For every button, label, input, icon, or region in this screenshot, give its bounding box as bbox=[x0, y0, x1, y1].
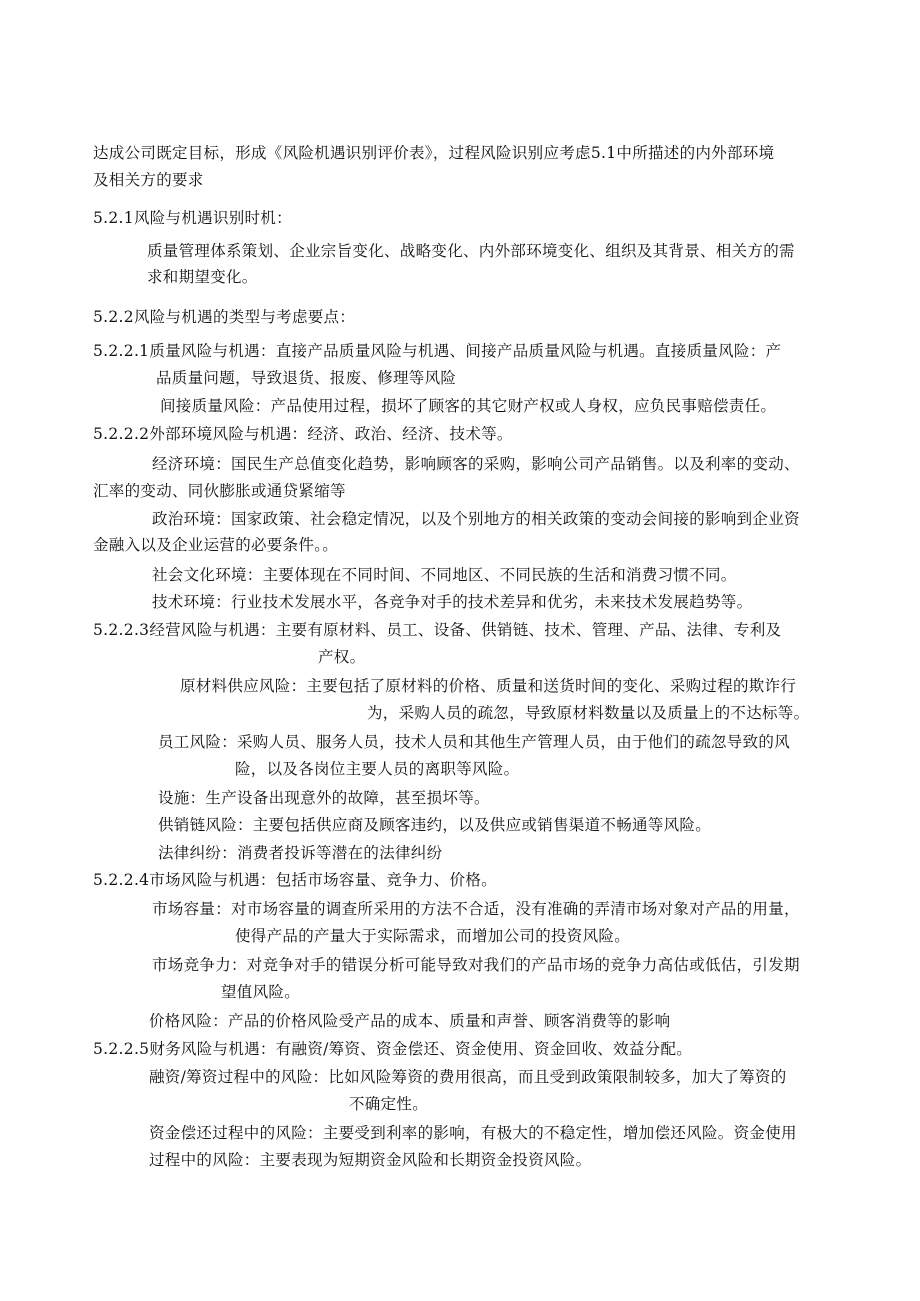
text-line: 法律纠纷：消费者投诉等潜在的法律纠纷 bbox=[158, 844, 443, 862]
text-line: 产权。 bbox=[318, 648, 366, 666]
subsection-heading: 5.2.2.2外部环境风险与机遇：经济、政治、经济、技术等。 bbox=[93, 425, 513, 443]
section-heading: 5.2.2风险与机遇的类型与考虑要点： bbox=[93, 308, 356, 326]
text-line: 政治环境：国家政策、社会稳定情况，以及个别地方的相关政策的变动会间接的影响到企业资 bbox=[152, 510, 800, 528]
text-line: 技术环境：行业技术发展水平，各竞争对手的技术差异和优劣，未来技术发展趋势等。 bbox=[152, 593, 753, 611]
text-line: 融资/筹资过程中的风险：比如风险筹资的费用很高，而且受到政策限制较多，加大了筹资的 bbox=[149, 1068, 787, 1086]
text-line: 过程中的风险：主要表现为短期资金风险和长期资金投资风险。 bbox=[149, 1151, 592, 1169]
text-line: 资金偿还过程中的风险：主要受到利率的影响，有极大的不稳定性，增加偿还风险。资金使用 bbox=[149, 1124, 797, 1142]
text-line: 经济环境：国民生产总值变化趋势，影响顾客的采购，影响公司产品销售。以及利率的变动、 bbox=[152, 455, 800, 473]
section-heading: 5.2.1风险与机遇识别时机： bbox=[93, 209, 292, 227]
text-line: 供销链风险：主要包括供应商及顾客违约，以及供应或销售渠道不畅通等风险。 bbox=[158, 816, 712, 834]
text-line: 员工风险：采购人员、服务人员，技术人员和其他生产管理人员，由于他们的疏忽导致的风 bbox=[158, 733, 791, 751]
text-line: 间接质量风险：产品使用过程，损坏了顾客的其它财产权或人身权，应负民事赔偿责任。 bbox=[160, 397, 777, 415]
text-line: 为，采购人员的疏忽，导致原材料数量以及质量上的不达标等。 bbox=[367, 704, 810, 722]
text-line: 质量管理体系策划、企业宗旨变化、战略变化、内外部环境变化、组织及其背景、相关方的需 bbox=[147, 242, 795, 260]
text-line: 求和期望变化。 bbox=[147, 268, 258, 286]
subsection-heading: 5.2.2.5财务风险与机遇：有融资/筹资、资金偿还、资金使用、资金回收、效益分配。 bbox=[93, 1040, 693, 1058]
text-line: 及相关方的要求 bbox=[93, 171, 204, 189]
text-line: 金融入以及企业运营的必要条件。。 bbox=[93, 536, 339, 554]
text-line: 望值风险。 bbox=[221, 983, 301, 1001]
subsection-heading: 5.2.2.1质量风险与机遇：直接产品质量风险与机遇、间接产品质量风险与机遇。直接质量风险：产 bbox=[93, 342, 782, 360]
text-line: 品质量问题，导致退货、报废、修理等风险 bbox=[156, 369, 457, 387]
text-line: 社会文化环境：主要体现在不同时间、不同地区、不同民族的生活和消费习惯不同。 bbox=[152, 566, 737, 584]
text-line: 价格风险：产品的价格风险受产品的成本、质量和声誉、顾客消费等的影响 bbox=[149, 1012, 671, 1030]
text-line: 使得产品的产量大于实际需求，而增加公司的投资风险。 bbox=[235, 927, 631, 945]
subsection-heading: 5.2.2.3经营风险与机遇：主要有原材料、员工、设备、供销链、技术、管理、产品、法律、专利及 bbox=[93, 621, 782, 639]
subsection-heading: 5.2.2.4市场风险与机遇：包括市场容量、竞争力、价格。 bbox=[93, 871, 497, 889]
text-line: 设施：生产设备出现意外的故障，甚至损坏等。 bbox=[158, 789, 490, 807]
text-line: 不确定性。 bbox=[349, 1095, 429, 1113]
text-line: 汇率的变动、同伙膨胀或通贷紧缩等 bbox=[93, 482, 346, 500]
text-line: 达成公司既定目标，形成《风险机遇识别评价表》，过程风险识别应考虑5.1中所描述的内外部环境 bbox=[93, 144, 775, 162]
text-line: 原材料供应风险：主要包括了原材料的价格、质量和送货时间的变化、采购过程的欺诈行 bbox=[180, 677, 797, 695]
text-line: 市场竞争力：对竞争对手的错误分析可能导致对我们的产品市场的竞争力高估或低估，引发期 bbox=[152, 956, 800, 974]
text-line: 市场容量：对市场容量的调查所采用的方法不合适，没有准确的弄清市场对象对产品的用量， bbox=[152, 900, 800, 918]
text-line: 险，以及各岗位主要人员的离职等风险。 bbox=[235, 760, 520, 778]
